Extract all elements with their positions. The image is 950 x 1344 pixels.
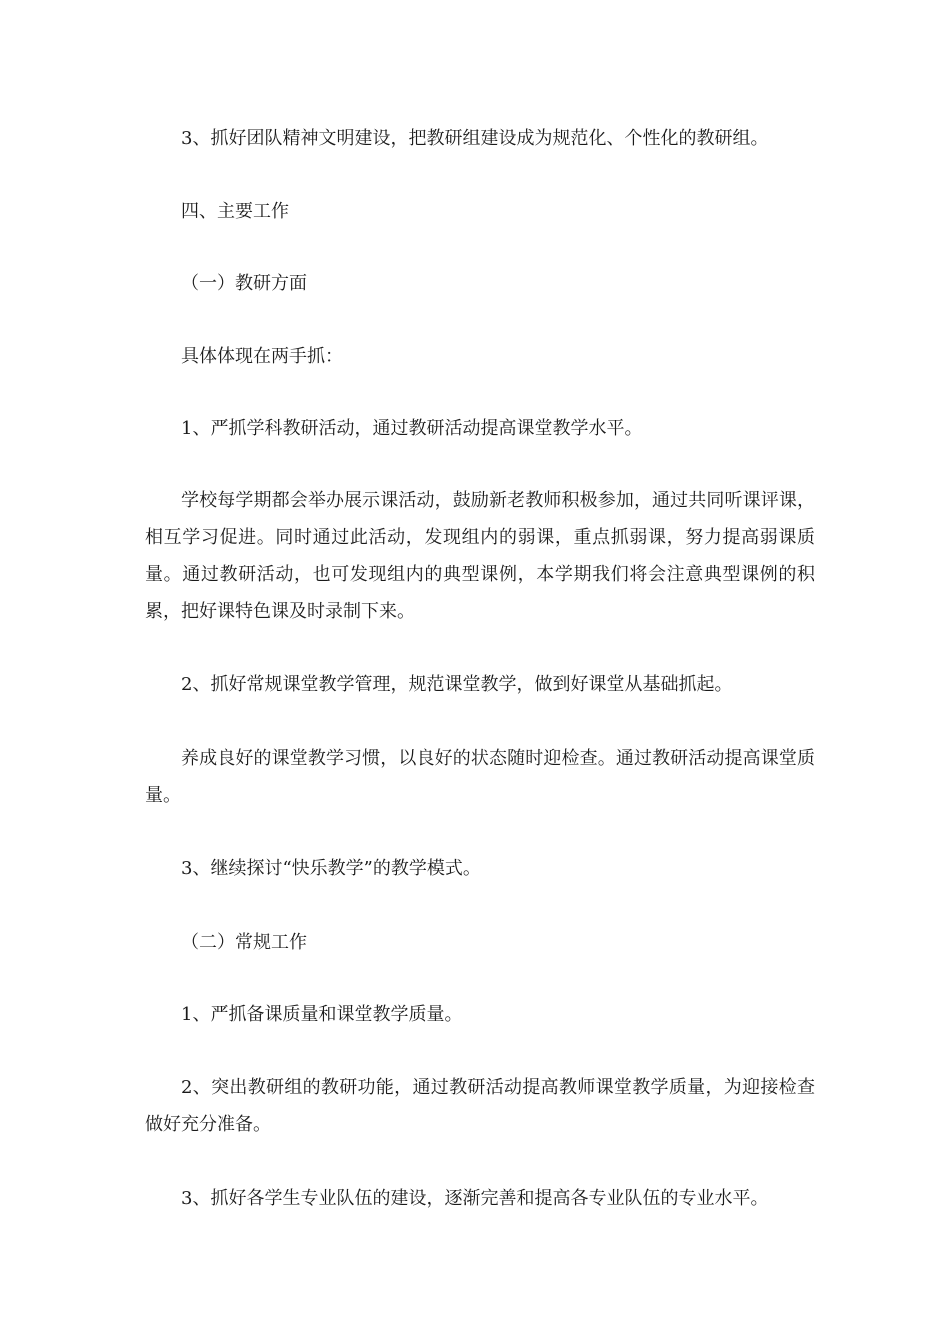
heading-teaching-research: （一）教研方面: [181, 273, 307, 294]
paragraph-happy-teaching: 3、继续探讨“快乐教学”的教学模式。: [181, 858, 481, 879]
paragraph-research-function: 2、突出教研组的教研功能，通过教研活动提高教师课堂教学质量，为迎接检查做好充分准备。: [145, 1077, 815, 1135]
heading-main-work: 四、主要工作: [181, 201, 289, 222]
paragraph-student-teams: 3、抓好各学生专业队伍的建设，逐渐完善和提高各专业队伍的专业水平。: [181, 1188, 769, 1209]
paragraph-lesson-prep: 1、严抓备课质量和课堂教学质量。: [181, 1004, 463, 1025]
paragraph-classroom-management: 2、抓好常规课堂教学管理，规范课堂教学，做到好课堂从基础抓起。: [181, 674, 733, 695]
heading-routine-work: （二）常规工作: [181, 932, 307, 953]
paragraph-teaching-habits: 养成良好的课堂教学习惯，以良好的状态随时迎检查。通过教研活动提高课堂质量。: [145, 748, 815, 806]
paragraph-research-activities: 1、严抓学科教研活动，通过教研活动提高课堂教学水平。: [181, 418, 643, 439]
paragraph-demo-lessons: 学校每学期都会举办展示课活动，鼓励新老教师积极参加，通过共同听课评课，相互学习促进。同时通过此活动，发现组内的弱课，重点抓弱课，努力提高弱课质量。通过教研活动，也可发现组内的典型课例，本学期我们将会注意典型课例的积累，把好课特色课及时录制下来。: [145, 490, 815, 622]
paragraph-two-focuses: 具体体现在两手抓：: [181, 346, 343, 367]
paragraph-team-spirit: 3、抓好团队精神文明建设，把教研组建设成为规范化、个性化的教研组。: [181, 128, 769, 149]
